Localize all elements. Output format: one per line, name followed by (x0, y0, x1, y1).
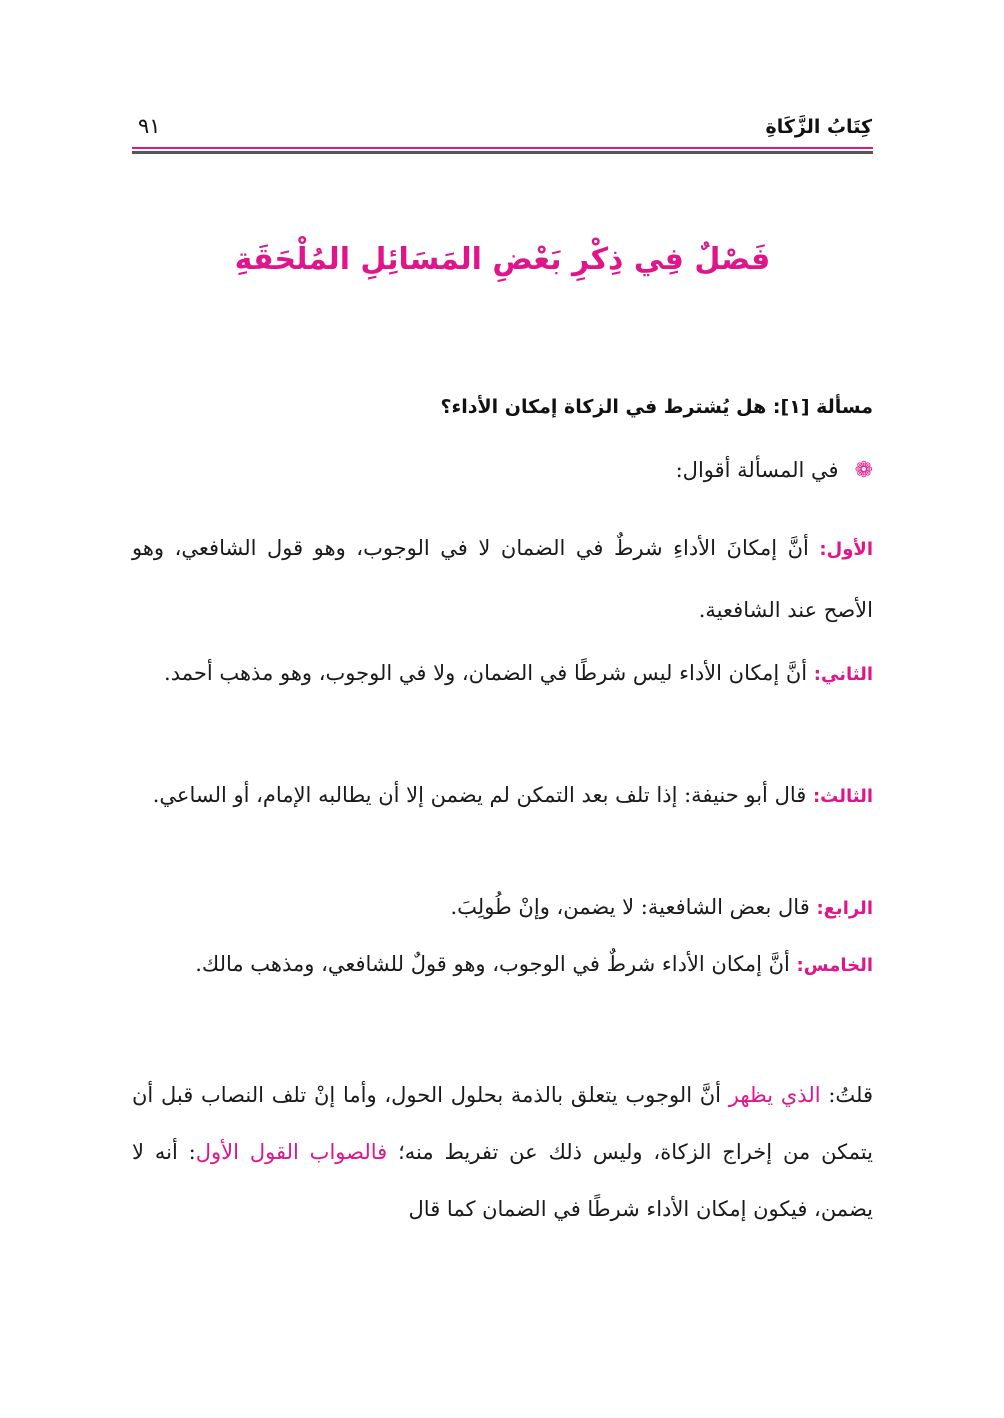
conclusion-highlight: فالصواب القول الأول (195, 1140, 388, 1164)
header-rule-pink (132, 147, 873, 149)
conclusion-text: قلتُ: (828, 1083, 873, 1107)
conclusion-paragraph (132, 1067, 873, 1238)
page-number: ٩١ (138, 114, 161, 138)
opinion-3 (132, 765, 873, 827)
opinion-label: الخامس: (796, 955, 873, 976)
conclusion-text: : أنه لا يضمن، فيكون إمكان الأداء شرطًا في الضمان كما قال (132, 1140, 873, 1221)
opinion-label: الثالث: (812, 786, 873, 807)
opinion-text: قال أبو حنيفة: إذا تلف بعد التمكن لم يضمن إلا أن يطالبه الإمام، أو الساعي. (152, 783, 807, 807)
opinion-text: قال بعض الشافعية: لا يضمن، وإنْ طُولِبَ. (450, 895, 810, 919)
section-title: فَصْلٌ فِي ذِكْرِ بَعْضِ المَسَائِلِ المُلْحَقَةِ (234, 242, 771, 277)
header-rule-dark (132, 151, 873, 154)
intro-line (676, 458, 873, 483)
opinion-5 (132, 934, 873, 996)
question-heading: مسألة [١]: هل يُشترط في الزكاة إمكان الأداء؟ (440, 396, 873, 418)
opinion-text: أنَّ إمكان الأداء ليس شرطًا في الضمان، ولا في الوجوب، وهو مذهب أحمد. (164, 661, 808, 685)
opinion-4 (132, 877, 873, 939)
conclusion-text: أنَّ الوجوب يتعلق بالذمة بحلول الحول، وأما إنْ تلف النصاب قبل أن يتمكن من إخراج الزكاة، وليس ذلك عن تفريط منه؛ (132, 1083, 873, 1164)
flower-ornament-icon: ❁ (854, 458, 873, 483)
opinion-label: الأول: (819, 539, 873, 560)
opinion-label: الثاني: (813, 664, 873, 685)
conclusion-highlight: الذي يظهر (728, 1083, 821, 1107)
running-header-title: كِتَابُ الزَّكَاةِ (765, 116, 872, 138)
intro-text: في المسألة أقوال: (675, 458, 839, 482)
opinion-label: الرابع: (816, 898, 873, 919)
opinion-2 (132, 643, 873, 705)
opinion-text: أنَّ إمكانَ الأداءِ شرطٌ في الضمان لا في الوجوب، وهو قول الشافعي، وهو الأصح عند الشافعية. (132, 536, 873, 622)
opinion-1 (132, 518, 873, 640)
opinion-text: أنَّ إمكان الأداء شرطٌ في الوجوب، وهو قولٌ للشافعي، ومذهب مالك. (195, 952, 790, 976)
